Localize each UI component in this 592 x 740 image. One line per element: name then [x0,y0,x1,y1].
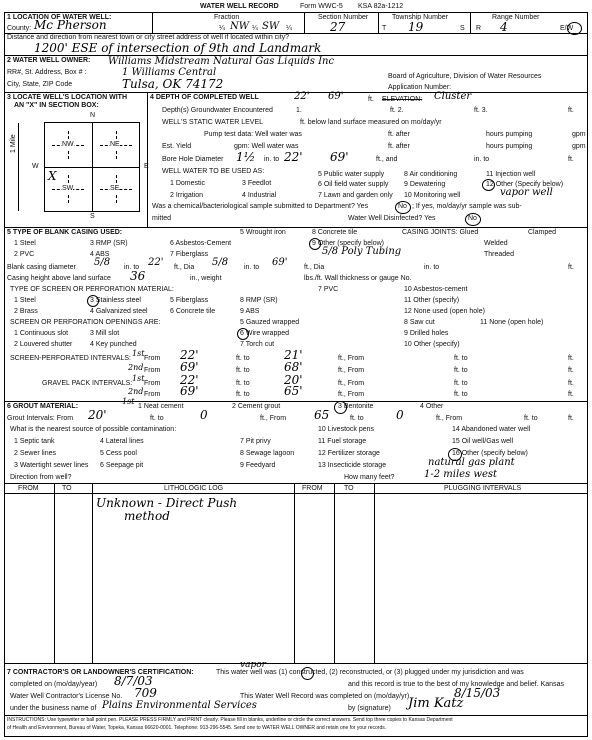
elevation-label: ELEVATION: [382,96,423,103]
county-value: Mc Pherson [34,18,107,32]
other-use-value: vapor well [500,187,553,198]
spi-1-to: 21' [284,348,303,362]
city-label: City, State, ZIP Code [7,81,73,88]
gpi-1-to: 20' [284,373,303,387]
instructions-line-1: INSTRUCTIONS: Use typewriter or ball point pen. PLEASE PRESS FIRMLY and PRINT clearly. Please fill in blanks, underline or circle the correct answers. Send top three copies to Kansas Department [7,717,453,723]
record-date: 8/15/03 [454,686,501,700]
casing-height: 36 [130,269,146,283]
mile-label: 1 Mile [10,134,17,153]
fraction-1: NW [230,21,250,32]
completed-date: 8/7/03 [114,674,153,688]
signature: Jim Katz [408,696,464,711]
section-2-label: 2 WATER WELL OWNER: [7,57,91,64]
grout-1-to: 0 [200,408,208,422]
other-source-value: natural gas plant [428,457,515,468]
address-value: 1 Williams Central [122,67,217,78]
ksa-number: KSA 82a-1212 [358,3,404,10]
gpi-2-from: 69' [180,384,199,398]
fraction-2: SW [262,21,280,32]
section-7-label: 7 CONTRACTOR'S OR LANDOWNER'S CERTIFICATION: [7,669,194,676]
water-well-record-form: WATER WELL RECORD Form WWC-5 KSA 82a-1212 1 LOCATION OF WATER WELL: County: Mc Pherson Fraction ¼ NW ¼ SW ¼ Section Number 27 Township Number T 19 S Range Number R 4 E/W Distance and direction from nearest town or city street address of well if located within city? 1200' ESE of intersection of 9th and Landmark 2 WATER WELL OWNER: Williams Midstream Natural Gas Liquids Inc RR#, St. Address, Box # : 1 Williams Central City, State, ZIP Code Tulsa, OK 74172 Board of Agriculture, Division of Water Resources Application Number: 3 LOCATE WELL'S LOCATION WITH AN "X" IN SECTION BOX: N S W E 1 Mile NW NE SW SE X 4 DEPTH OF COMPLETED WELL 22' 69' ft. ELEVATION: Cluster Depth(s) Groundwater Encountered 1. ft. 2. ft. 3. ft. WELL'S STATIC WATER LEVEL ft. below land surface measured on mo/day/yr Pump test data: Well water was ft. after hours pumping gpm Est. Yield gpm: Well water was ft. after hours pumping gpm Bore Hole Diameter 1½ in. to 22' 69' ft., and in. to ft. WELL WATER TO BE USED AS: 1 Domestic 3 Feedlot 5 Public water supply 8 Air conditioning 11 Injection well 6 Oil field water supply 9 Dewatering 12 Other (Specify below) 2 Irrigation 4 Industrial 7 Lawn and garden only 10 Monitoring well vapor well Was a chemical/bacteriological sample submitted to Department? Yes No ; If yes, mo/day/yr sample was sub- mitted Water Well Disinfected? Yes No 5 TYPE OF BLANK CASING USED: 5 Wrought iron 8 Concrete tile CASING JOINTS: Glued Clamped 1 Steel 3 RMP (SR) 6 Asbestos-Cement 9 Other (specify below) Welded 2 PVC 4 ABS 7 Fiberglass 5/8 Poly Tubing Threaded Blank casing diameter 5/8 in. to 22' ft., Dia 5/8 in. to 69' ft., Dia in. to ft. Casing height above land surface 36 in., weight lbs./ft. Wall thickness or gauge No. TYPE OF SCREEN OR PERFORATION MATERIAL: 7 PVC 10 Asbestos-cement 1 Steel 3 Stainless steel 5 Fiberglass 8 RMP (SR) 11 Other (specify) 2 Brass 4 Galvanized steel 6 Concrete tile 9 ABS 12 None used (open hole) SCREEN OR PERFORATION OPENINGS ARE: 5 Gauzed wrapped 8 Saw cut 11 None (open hole) 1 Continuous slot 3 Mill slot 6 Wire wrapped 9 Drilled holes 2 Louvered shutter 4 Key punched 7 Torch cut 10 Other (specify) SCREEN-PERFORATED INTERVALS: 1st From 22' ft. to 21' ft., From ft. to ft. 2nd From 69' ft. to 68' ft., From ft. to ft. GRAVEL PACK INTERVALS: 1st From 22' ft. to 20' ft., From ft. to ft. 2nd From 69' ft. to 65' ft., From ft. to ft. 6 GROUT MATERIAL: 1st 1 Neat cement 2 Cement grout 3 Bentonite 4 Other Grout Intervals: From 20' ft. to 0 ft., From 65 ft. to 0 ft., From ft. to ft. What is the nearest source of possible contamination: 10 Livestock pens 14 Abandoned water well 1 Septic tank 4 Lateral lines 7 Pit privy 11 Fuel storage 15 Oil well/Gas well 2 Sewer lines 5 Cess pool 8 Sewage lagoon 12 Fertilizer storage 16 Other (specify below) 3 Watertight sewer lines 6 Seepage pit 9 Feedyard 13 Insecticide storage natural gas plant Direction from well? How many feet? 1-2 miles west FROM TO LITHOLOGIC LOG FROM TO PLUGGING INTERVALS Unknown - Direct Push method vapor 7 CONTRACTOR'S OR LANDOWNER'S CERTIFICATION: This water well was (1) constructed, (2) reconstructed, or (3) plugged under my jurisdiction and was completed on (mo/day/year) 8/7/03 and this record is true to the best of my knowledge and belief. Kansas Water Well Contractor's License No. 709 This Water Well Record was completed on (mo/day/yr) 8/15/03 under the business name of Plains Environmental Services by (signature) Jim Katz INSTRUCTIONS: Use typewriter or ball point pen. PLEASE PRESS FIRMLY and PRINT clearly. Please fill in blanks, underline or circle the correct answers. Send top three copies to Kansas Department of Health and Environment, Bureau of Water, Topeka, Kansas 66620-0001. Telephone: 913-296-5545. Send one to WATER WELL OWNER and retain one for your records. [4,3,588,737]
township-number: 19 [408,20,424,34]
plugging-header: PLUGGING INTERVALS [444,485,522,492]
board-label: Board of Agriculture, Division of Water Resources [388,73,542,80]
grout-2-to: 0 [396,408,404,422]
casing-to-1: 22' [148,257,164,268]
section-number-label: Section Number [318,14,369,21]
log-entry-2: method [124,509,170,523]
form-number: Form WWC-5 [300,3,343,10]
spi-1-from: 22' [180,348,199,362]
range-ew: E/W [560,25,574,32]
address-label: RR#, St. Address, Box # : [7,69,87,76]
instructions-line-2: of Health and Environment, Bureau of Water, Topeka, Kansas 66620-0001. Telephone: 913-296-5545. Send one to WATER WELL OWNER and retain one for your records. [7,725,387,731]
city-value: Tulsa, OK 74172 [122,77,224,91]
range-number: 4 [500,20,508,34]
township-label: Township Number [392,14,449,21]
location-x-mark: X [48,169,57,183]
distance-label: Distance and direction from nearest town or city street address of well if located within city? [7,34,290,41]
casing-dia-1: 5/8 [94,257,111,268]
section-number: 27 [330,20,346,34]
other-casing-value: 5/8 Poly Tubing [322,246,402,257]
depth-1: 22' [294,91,310,102]
how-many-feet-value: 1-2 miles west [424,469,498,480]
form-title: WATER WELL RECORD [200,3,279,10]
grout-1-from: 20' [88,408,107,422]
fraction-label: Fraction [214,14,240,21]
grout-2-from: 65 [314,408,330,422]
section-3-label: 3 LOCATE WELL'S LOCATION WITH [7,94,128,101]
spi-2-from: 69' [180,360,199,374]
spi-2-to: 68' [284,360,303,374]
elevation-value: Cluster [434,91,472,102]
application-number-label: Application Number: [388,84,452,91]
section-1-label: 1 LOCATION OF WATER WELL: [7,14,112,21]
log-entry-1: Unknown - Direct Push [96,496,238,510]
bore-to-2: 69' [330,150,349,164]
business-name: Plains Environmental Services [102,700,257,711]
log-from-header-2: FROM [302,485,323,492]
casing-dia-2: 5/8 [212,257,229,268]
section-6-label: 6 GROUT MATERIAL: [7,403,79,410]
log-to-header: TO [62,485,72,492]
distance-value: 1200' ESE of intersection of 9th and Landmark [34,41,322,55]
gpi-2-to: 65' [284,384,303,398]
gpi-1-from: 22' [180,373,199,387]
section-3-label-2: AN "X" IN SECTION BOX: [14,102,99,109]
log-to-header-2: TO [344,485,354,492]
depth-2: 69' [328,91,344,102]
vapor-insert: vapor [240,660,266,670]
bore-to-1: 22' [284,150,303,164]
bore-diameter: 1½ [236,150,256,164]
license-number: 709 [134,686,157,700]
log-litho-header: LITHOLOGIC LOG [164,485,224,492]
county-label: County: [7,25,32,32]
section-4-label: 4 DEPTH OF COMPLETED WELL [150,94,259,101]
range-label: Range Number [492,14,540,21]
casing-to-2: 69' [272,257,288,268]
owner-value: Williams Midstream Natural Gas Liquids Inc [108,56,335,67]
section-5-label: 5 TYPE OF BLANK CASING USED: [7,229,123,236]
log-from-header: FROM [18,485,39,492]
